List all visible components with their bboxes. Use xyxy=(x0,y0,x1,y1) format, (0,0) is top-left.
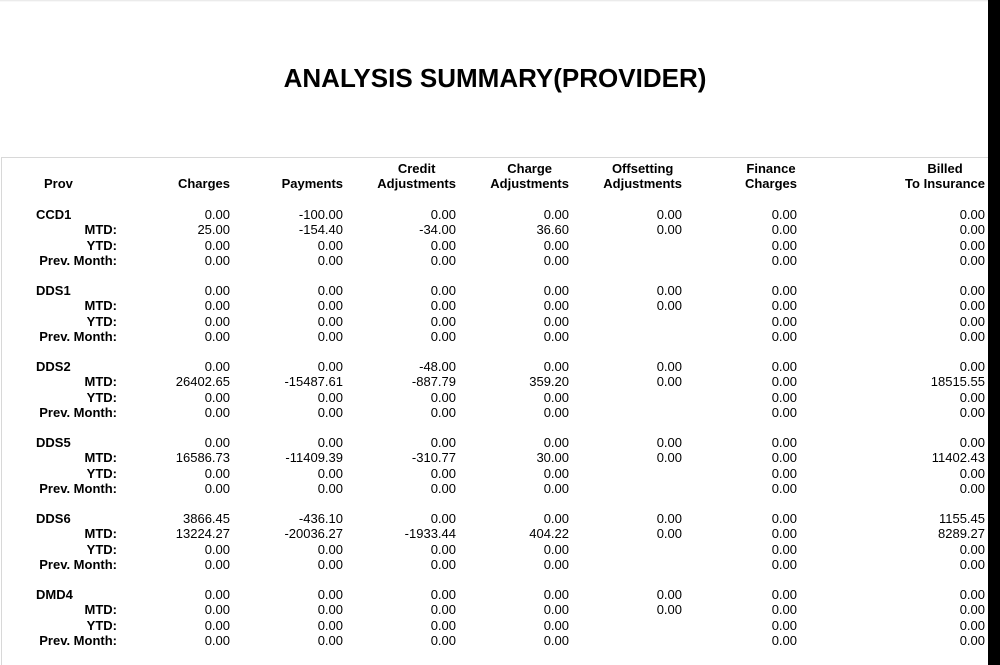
row-label: YTD: xyxy=(86,313,117,329)
provider-group xyxy=(0,511,990,571)
provider-name: DDS5 xyxy=(36,435,71,450)
cell-payments: 0.00 xyxy=(317,313,343,329)
row-label: YTD: xyxy=(86,465,117,481)
cell-charge-adjustments: 0.00 xyxy=(543,602,569,618)
cell-charges: 0.00 xyxy=(204,252,230,268)
cell-credit-adjustments: 0.00 xyxy=(430,404,456,420)
mtd-row xyxy=(0,602,990,617)
cell-credit-adjustments: 0.00 xyxy=(430,617,456,633)
cell-offsetting-adjustments: 0.00 xyxy=(656,450,682,466)
cell-payments: 0.00 xyxy=(317,602,343,618)
cell-payments: -100.00 xyxy=(298,207,343,222)
prev-month-row xyxy=(0,253,990,268)
cell-charge-adjustments: 0.00 xyxy=(543,359,569,374)
cell-finance-charges: 0.00 xyxy=(771,374,797,390)
cell-payments: 0.00 xyxy=(317,465,343,481)
provider-group xyxy=(0,359,990,419)
cell-credit-adjustments: 0.00 xyxy=(430,298,456,314)
cell-payments: 0.00 xyxy=(317,435,343,450)
cell-charges: 0.00 xyxy=(204,389,230,405)
window-edge-bar xyxy=(988,0,1000,665)
cell-billed-to-insurance: 0.00 xyxy=(959,632,985,648)
cell-finance-charges: 0.00 xyxy=(771,526,797,542)
column-header-payments: Payments xyxy=(281,176,343,191)
provider-group xyxy=(0,435,990,495)
ytd-row xyxy=(0,238,990,253)
cell-finance-charges: 0.00 xyxy=(771,313,797,329)
cell-charges: 0.00 xyxy=(204,237,230,253)
row-label: YTD: xyxy=(86,237,117,253)
cell-finance-charges: 0.00 xyxy=(771,435,797,450)
cell-finance-charges: 0.00 xyxy=(771,298,797,314)
cell-credit-adjustments: 0.00 xyxy=(430,328,456,344)
cell-billed-to-insurance: 0.00 xyxy=(959,465,985,481)
cell-billed-to-insurance: 0.00 xyxy=(959,587,985,602)
ytd-row xyxy=(0,618,990,633)
cell-payments: -436.10 xyxy=(298,511,343,526)
cell-charges: 0.00 xyxy=(204,435,230,450)
cell-finance-charges: 0.00 xyxy=(771,283,797,298)
cell-offsetting-adjustments: 0.00 xyxy=(656,283,682,298)
cell-payments: 0.00 xyxy=(317,541,343,557)
cell-charge-adjustments: 0.00 xyxy=(543,435,569,450)
cell-payments: 0.00 xyxy=(317,237,343,253)
ytd-row xyxy=(0,314,990,329)
cell-finance-charges: 0.00 xyxy=(771,617,797,633)
cell-finance-charges: 0.00 xyxy=(771,541,797,557)
cell-payments: 0.00 xyxy=(317,617,343,633)
cell-charge-adjustments: 404.22 xyxy=(529,526,569,542)
cell-payments: -15487.61 xyxy=(284,374,343,390)
cell-payments: -20036.27 xyxy=(284,526,343,542)
cell-finance-charges: 0.00 xyxy=(771,252,797,268)
column-header-billed-to-insurance: Billed To Insurance xyxy=(905,161,985,191)
cell-credit-adjustments: -310.77 xyxy=(411,450,456,466)
cell-credit-adjustments: 0.00 xyxy=(430,587,456,602)
cell-finance-charges: 0.00 xyxy=(771,359,797,374)
row-label: Prev. Month: xyxy=(39,556,117,572)
prev-month-row xyxy=(0,329,990,344)
cell-payments: 0.00 xyxy=(317,632,343,648)
cell-offsetting-adjustments: 0.00 xyxy=(656,298,682,314)
cell-charge-adjustments: 36.60 xyxy=(536,222,569,238)
mtd-row xyxy=(0,526,990,541)
row-label: Prev. Month: xyxy=(39,632,117,648)
top-edge-shadow xyxy=(0,0,988,2)
cell-billed-to-insurance: 0.00 xyxy=(959,556,985,572)
cell-credit-adjustments: 0.00 xyxy=(430,313,456,329)
cell-charge-adjustments: 0.00 xyxy=(543,465,569,481)
cell-offsetting-adjustments: 0.00 xyxy=(656,526,682,542)
cell-offsetting-adjustments: 0.00 xyxy=(656,374,682,390)
cell-payments: 0.00 xyxy=(317,480,343,496)
cell-credit-adjustments: 0.00 xyxy=(430,511,456,526)
cell-credit-adjustments: 0.00 xyxy=(430,541,456,557)
cell-charge-adjustments: 0.00 xyxy=(543,541,569,557)
cell-billed-to-insurance: 0.00 xyxy=(959,237,985,253)
cell-charges: 0.00 xyxy=(204,328,230,344)
cell-credit-adjustments: 0.00 xyxy=(430,556,456,572)
cell-payments: 0.00 xyxy=(317,252,343,268)
cell-charges: 16586.73 xyxy=(175,450,230,466)
cell-billed-to-insurance: 0.00 xyxy=(959,283,985,298)
cell-billed-to-insurance: 8289.27 xyxy=(938,526,985,542)
cell-finance-charges: 0.00 xyxy=(771,207,797,222)
cell-offsetting-adjustments: 0.00 xyxy=(656,511,682,526)
cell-offsetting-adjustments: 0.00 xyxy=(656,207,682,222)
column-header-finance-charges: Finance Charges xyxy=(744,161,797,191)
row-label: YTD: xyxy=(86,389,117,405)
provider-name: DMD4 xyxy=(36,587,73,602)
cell-credit-adjustments: -48.00 xyxy=(419,359,456,374)
cell-charge-adjustments: 0.00 xyxy=(543,283,569,298)
provider-group xyxy=(0,207,990,267)
cell-charges: 0.00 xyxy=(204,480,230,496)
cell-charge-adjustments: 0.00 xyxy=(543,617,569,633)
row-label: MTD: xyxy=(84,526,117,542)
cell-billed-to-insurance: 0.00 xyxy=(959,298,985,314)
cell-finance-charges: 0.00 xyxy=(771,587,797,602)
cell-billed-to-insurance: 0.00 xyxy=(959,389,985,405)
row-label: MTD: xyxy=(84,374,117,390)
cell-credit-adjustments: 0.00 xyxy=(430,602,456,618)
cell-charge-adjustments: 0.00 xyxy=(543,511,569,526)
cell-charge-adjustments: 0.00 xyxy=(543,632,569,648)
cell-credit-adjustments: 0.00 xyxy=(430,632,456,648)
cell-credit-adjustments: 0.00 xyxy=(430,252,456,268)
column-header-prov: Prov xyxy=(44,176,73,191)
cell-offsetting-adjustments: 0.00 xyxy=(656,222,682,238)
provider-group xyxy=(0,587,990,647)
cell-finance-charges: 0.00 xyxy=(771,602,797,618)
cell-billed-to-insurance: 0.00 xyxy=(959,252,985,268)
cell-charges: 25.00 xyxy=(197,222,230,238)
provider-name: DDS6 xyxy=(36,511,71,526)
cell-payments: 0.00 xyxy=(317,404,343,420)
row-label: MTD: xyxy=(84,450,117,466)
cell-billed-to-insurance: 0.00 xyxy=(959,313,985,329)
cell-billed-to-insurance: 0.00 xyxy=(959,480,985,496)
cell-payments: 0.00 xyxy=(317,587,343,602)
column-header-charge-adjustments: Charge Adjustments xyxy=(490,161,569,191)
cell-finance-charges: 0.00 xyxy=(771,465,797,481)
cell-credit-adjustments: 0.00 xyxy=(430,283,456,298)
cell-billed-to-insurance: 0.00 xyxy=(959,435,985,450)
cell-credit-adjustments: 0.00 xyxy=(430,207,456,222)
cell-billed-to-insurance: 11402.43 xyxy=(931,450,985,466)
cell-charges: 0.00 xyxy=(204,587,230,602)
cell-billed-to-insurance: 0.00 xyxy=(959,541,985,557)
cell-credit-adjustments: 0.00 xyxy=(430,480,456,496)
cell-charge-adjustments: 359.20 xyxy=(529,374,569,390)
cell-payments: 0.00 xyxy=(317,389,343,405)
summary-row xyxy=(0,587,990,602)
cell-charges: 0.00 xyxy=(204,359,230,374)
cell-offsetting-adjustments: 0.00 xyxy=(656,587,682,602)
cell-credit-adjustments: 0.00 xyxy=(430,465,456,481)
row-label: Prev. Month: xyxy=(39,252,117,268)
summary-row xyxy=(0,359,990,374)
mtd-row xyxy=(0,450,990,465)
cell-charges: 0.00 xyxy=(204,298,230,314)
cell-charges: 13224.27 xyxy=(175,526,230,542)
cell-charges: 0.00 xyxy=(204,465,230,481)
provider-name: DDS2 xyxy=(36,359,71,374)
row-label: YTD: xyxy=(86,617,117,633)
cell-credit-adjustments: 0.00 xyxy=(430,435,456,450)
cell-billed-to-insurance: 0.00 xyxy=(959,222,985,238)
mtd-row xyxy=(0,298,990,313)
prev-month-row xyxy=(0,481,990,496)
cell-finance-charges: 0.00 xyxy=(771,632,797,648)
column-header-charges: Charges xyxy=(177,176,230,191)
cell-finance-charges: 0.00 xyxy=(771,511,797,526)
cell-charge-adjustments: 0.00 xyxy=(543,252,569,268)
cell-charges: 0.00 xyxy=(204,632,230,648)
cell-payments: 0.00 xyxy=(317,556,343,572)
cell-charge-adjustments: 30.00 xyxy=(536,450,569,466)
report-title: ANALYSIS SUMMARY(PROVIDER) xyxy=(283,63,707,93)
cell-charge-adjustments: 0.00 xyxy=(543,237,569,253)
cell-charges: 0.00 xyxy=(204,556,230,572)
cell-charge-adjustments: 0.00 xyxy=(543,404,569,420)
cell-billed-to-insurance: 0.00 xyxy=(959,404,985,420)
cell-billed-to-insurance: 0.00 xyxy=(959,602,985,618)
cell-finance-charges: 0.00 xyxy=(771,328,797,344)
cell-charges: 26402.65 xyxy=(175,374,230,390)
cell-billed-to-insurance: 0.00 xyxy=(959,617,985,633)
cell-charges: 0.00 xyxy=(204,602,230,618)
row-label: YTD: xyxy=(86,541,117,557)
cell-payments: -11409.39 xyxy=(285,450,343,466)
cell-charges: 0.00 xyxy=(204,313,230,329)
row-label: Prev. Month: xyxy=(39,404,117,420)
cell-charges: 0.00 xyxy=(204,617,230,633)
provider-name: CCD1 xyxy=(36,207,72,222)
cell-charge-adjustments: 0.00 xyxy=(543,207,569,222)
cell-charges: 0.00 xyxy=(204,207,230,222)
cell-credit-adjustments: -887.79 xyxy=(411,374,456,390)
cell-charge-adjustments: 0.00 xyxy=(543,328,569,344)
prev-month-row xyxy=(0,557,990,572)
summary-row xyxy=(0,207,990,222)
cell-billed-to-insurance: 0.00 xyxy=(959,207,985,222)
cell-payments: 0.00 xyxy=(317,359,343,374)
cell-finance-charges: 0.00 xyxy=(771,389,797,405)
prev-month-row xyxy=(0,633,990,648)
cell-finance-charges: 0.00 xyxy=(771,237,797,253)
cell-billed-to-insurance: 18515.55 xyxy=(930,374,985,390)
cell-billed-to-insurance: 0.00 xyxy=(959,359,985,374)
column-header-offsetting-adjustments: Offsetting Adjustments xyxy=(603,161,682,191)
cell-billed-to-insurance: 1155.45 xyxy=(938,511,985,526)
mtd-row xyxy=(0,222,990,237)
provider-name: DDS1 xyxy=(36,283,71,298)
summary-row xyxy=(0,283,990,298)
ytd-row xyxy=(0,390,990,405)
ytd-row xyxy=(0,466,990,481)
ytd-row xyxy=(0,542,990,557)
cell-credit-adjustments: -34.00 xyxy=(419,222,456,238)
cell-charges: 3866.45 xyxy=(183,511,230,526)
row-label: Prev. Month: xyxy=(39,328,117,344)
cell-payments: 0.00 xyxy=(317,298,343,314)
summary-row xyxy=(0,511,990,526)
cell-charges: 0.00 xyxy=(204,404,230,420)
cell-payments: 0.00 xyxy=(317,283,343,298)
cell-charge-adjustments: 0.00 xyxy=(543,556,569,572)
mtd-row xyxy=(0,374,990,389)
cell-finance-charges: 0.00 xyxy=(771,450,797,466)
summary-row xyxy=(0,435,990,450)
cell-charge-adjustments: 0.00 xyxy=(543,587,569,602)
cell-finance-charges: 0.00 xyxy=(771,404,797,420)
cell-offsetting-adjustments: 0.00 xyxy=(656,602,682,618)
cell-finance-charges: 0.00 xyxy=(771,556,797,572)
cell-charge-adjustments: 0.00 xyxy=(543,389,569,405)
row-label: MTD: xyxy=(84,298,117,314)
cell-charges: 0.00 xyxy=(204,283,230,298)
prev-month-row xyxy=(0,405,990,420)
cell-credit-adjustments: -1933.44 xyxy=(404,526,456,542)
row-label: MTD: xyxy=(84,222,117,238)
cell-payments: 0.00 xyxy=(317,328,343,344)
cell-charges: 0.00 xyxy=(204,541,230,557)
cell-payments: -154.40 xyxy=(298,222,343,238)
row-label: MTD: xyxy=(84,602,117,618)
cell-billed-to-insurance: 0.00 xyxy=(959,328,985,344)
row-label: Prev. Month: xyxy=(39,480,117,496)
cell-charge-adjustments: 0.00 xyxy=(543,480,569,496)
cell-credit-adjustments: 0.00 xyxy=(430,237,456,253)
cell-offsetting-adjustments: 0.00 xyxy=(656,359,682,374)
cell-charge-adjustments: 0.00 xyxy=(543,298,569,314)
cell-charge-adjustments: 0.00 xyxy=(543,313,569,329)
cell-credit-adjustments: 0.00 xyxy=(430,389,456,405)
cell-finance-charges: 0.00 xyxy=(771,480,797,496)
cell-finance-charges: 0.00 xyxy=(771,222,797,238)
column-header-credit-adjustments: Credit Adjustments xyxy=(377,161,456,191)
cell-offsetting-adjustments: 0.00 xyxy=(656,435,682,450)
provider-group xyxy=(0,283,990,343)
